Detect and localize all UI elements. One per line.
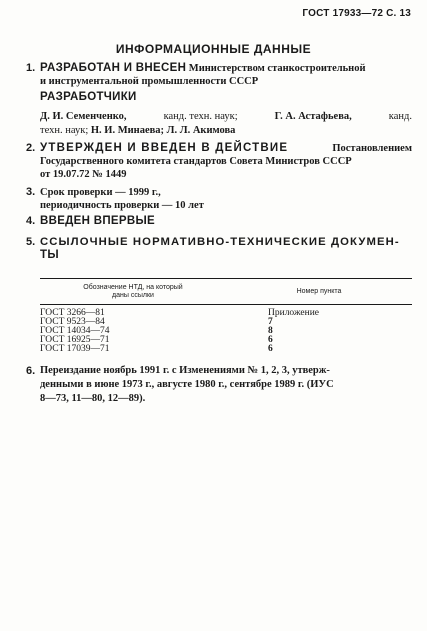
table-row bbox=[40, 345, 412, 354]
dev-1-degree: канд. техн. наук; bbox=[163, 111, 238, 122]
item-2 bbox=[26, 142, 412, 181]
col-document-header bbox=[40, 284, 226, 300]
item-2-lead: УТВЕРЖДЕН И ВВЕДЕН В ДЕЙСТВИЕ bbox=[40, 142, 289, 154]
dev-1-name: Д. И. Семенченко, bbox=[40, 111, 127, 122]
item-6-text-1: Переиздание ноябрь 1991 г. с Изменениями № 1, 2, 3, утверж- bbox=[40, 365, 330, 376]
table-cell-document: ГОСТ 3266—81 bbox=[40, 308, 105, 318]
item-2-number: 2. bbox=[26, 142, 36, 154]
table-cell-document: ГОСТ 17039—71 bbox=[40, 344, 110, 354]
item-6-text-3: 8—73, 11—80, 12—89). bbox=[40, 393, 146, 404]
item-3-text-2: периодичность проверки — 10 лет bbox=[40, 200, 204, 211]
item-5-number: 5. bbox=[26, 236, 36, 248]
col-document-header-line-1: Обозначение НТД, на который bbox=[83, 284, 183, 291]
item-3-text-1: Срок проверки — 1999 г., bbox=[40, 187, 161, 198]
item-3-number: 3. bbox=[26, 186, 36, 198]
references-table-header bbox=[40, 278, 412, 305]
developers-list bbox=[40, 110, 412, 138]
dev-4-name: Л. Л. Акимова bbox=[166, 125, 236, 136]
item-1-text-2: и инструментальной промышленности СССР bbox=[40, 76, 259, 87]
item-1-text-1: Министерством станкостроительной bbox=[188, 63, 366, 74]
table-cell-item: 6 bbox=[268, 335, 273, 345]
item-6-number: 6. bbox=[26, 365, 36, 377]
item-2-text-3: от 19.07.72 № 1449 bbox=[40, 169, 127, 180]
item-3 bbox=[26, 186, 412, 212]
section-title: ИНФОРМАЦИОННЫЕ ДАННЫЕ bbox=[115, 42, 312, 56]
item-1-lead: РАЗРАБОТАН И ВНЕСЕН bbox=[40, 62, 187, 74]
item-2-text-1: Постановлением bbox=[332, 143, 412, 154]
item-4 bbox=[26, 215, 412, 228]
table-cell-document: ГОСТ 14034—74 bbox=[40, 326, 110, 336]
item-4-lead: ВВЕДЕН ВПЕРВЫЕ bbox=[40, 215, 155, 227]
table-cell-item: 6 bbox=[268, 344, 273, 354]
item-2-text-2: Государственного комитета стандартов Совета Министров СССР bbox=[40, 156, 352, 167]
item-6 bbox=[26, 364, 412, 406]
table-cell-item: Приложение bbox=[268, 308, 319, 318]
references-table-body bbox=[40, 309, 412, 354]
col-document-header-line-2: даны ссылки bbox=[112, 292, 154, 299]
table-cell-item: 8 bbox=[268, 326, 273, 336]
table-cell-item: 7 bbox=[268, 317, 273, 327]
item-1 bbox=[26, 62, 412, 88]
col-item-header-text: Номер пункта bbox=[296, 288, 342, 295]
item-5-lead-1: ССЫЛОЧНЫЕ НОРМАТИВНО-ТЕХНИЧЕСКИЕ ДОКУМЕН- bbox=[40, 236, 400, 248]
col-item-header bbox=[226, 288, 412, 296]
item-5 bbox=[26, 236, 412, 262]
developers-heading: РАЗРАБОТЧИКИ bbox=[40, 91, 137, 103]
dev-2-degree-b: техн. наук; bbox=[40, 125, 89, 136]
item-6-text-2: денными в июне 1973 г., августе 1980 г., сентябре 1989 г. (ИУС bbox=[40, 379, 334, 390]
dev-2-degree-a: канд. bbox=[388, 111, 412, 122]
item-4-number: 4. bbox=[26, 215, 36, 227]
table-cell-document: ГОСТ 16925—71 bbox=[40, 335, 110, 345]
page-header: ГОСТ 17933—72 С. 13 bbox=[302, 8, 411, 19]
item-1-number: 1. bbox=[26, 62, 36, 74]
dev-3-name: Н. И. Минаева; bbox=[90, 125, 165, 136]
table-cell-document: ГОСТ 9523—84 bbox=[40, 317, 105, 327]
dev-2-name: Г. А. Астафьева, bbox=[274, 111, 352, 122]
item-5-lead-2: ТЫ bbox=[40, 249, 59, 261]
